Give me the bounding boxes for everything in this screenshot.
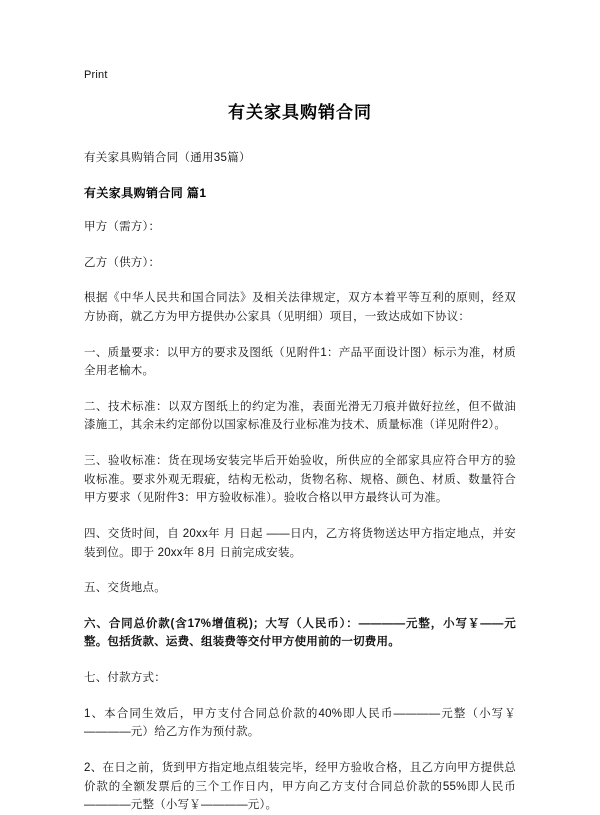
section-heading: 有关家具购销合同 篇1 (84, 186, 207, 200)
paragraph: 一、质量要求：以甲方的要求及图纸（见附件1：产品平面设计图）标示为准，材质全用老榆木。 (84, 346, 516, 378)
paragraph: 根据《中华人民共和国合同法》及相关法律规定，双方本着平等互利的原则，经双方协商，就乙方为甲方提供办公家具（见明细）项目，一致达成如下协议： (84, 292, 516, 323)
paragraph: 甲方（需方）： (84, 221, 161, 233)
paragraph: 六、合同总价款(含17%增值税)；大写（人民币）：————元整，小写￥——元整。包括货款、运费、组装费等交付甲方使用前的一切费用。 (84, 617, 516, 649)
paragraph: 1、本合同生效后，甲方支付合同总价款的40%即人民币————元整（小写￥————元）给乙方作为预付款。 (84, 707, 516, 739)
paragraph: 七、付款方式： (84, 672, 166, 684)
print-button[interactable]: Print (84, 69, 108, 81)
paragraph: 五、交货地点。 (84, 582, 166, 595)
document-subtitle: 有关家具购销合同（通用35篇） (84, 152, 251, 164)
paragraph: 2、在日之前，货到甲方指定地点组装完毕，经甲方验收合格，且乙方向甲方提供总价款的全额发票后的三个工作日内，甲方向乙方支付合同总价款的55%即人民币————元整（小写￥————元）。 (84, 761, 516, 812)
paragraph: 四、交货时间，自 20xx年 月 日起 ——日内，乙方将货物送达甲方指定地点，并安装到位。即于 20xx年 8月 日前完成安装。 (84, 527, 516, 559)
page-title: 有关家具购销合同 (228, 103, 372, 122)
paragraph: 二、技术标准：以双方图纸上的约定为准，表面光滑无刀痕并做好拉丝，但不做油漆施工，其余未约定部份以国家标准及行业标准为技术、质量标准（详见附件2）。 (84, 400, 516, 432)
document-body (84, 201, 516, 815)
paragraph: 乙方（供方）： (84, 256, 161, 269)
paragraph: 三、验收标准：货在现场安装完毕后开始验收，所供应的全部家具应符合甲方的验收标准。要求外观无瑕疵，结构无松动，货物名称、规格、颜色、材质、数量符合甲方要求（见附件3：甲方验收标准）。验收合格以甲方最终认可为准。 (84, 455, 516, 505)
